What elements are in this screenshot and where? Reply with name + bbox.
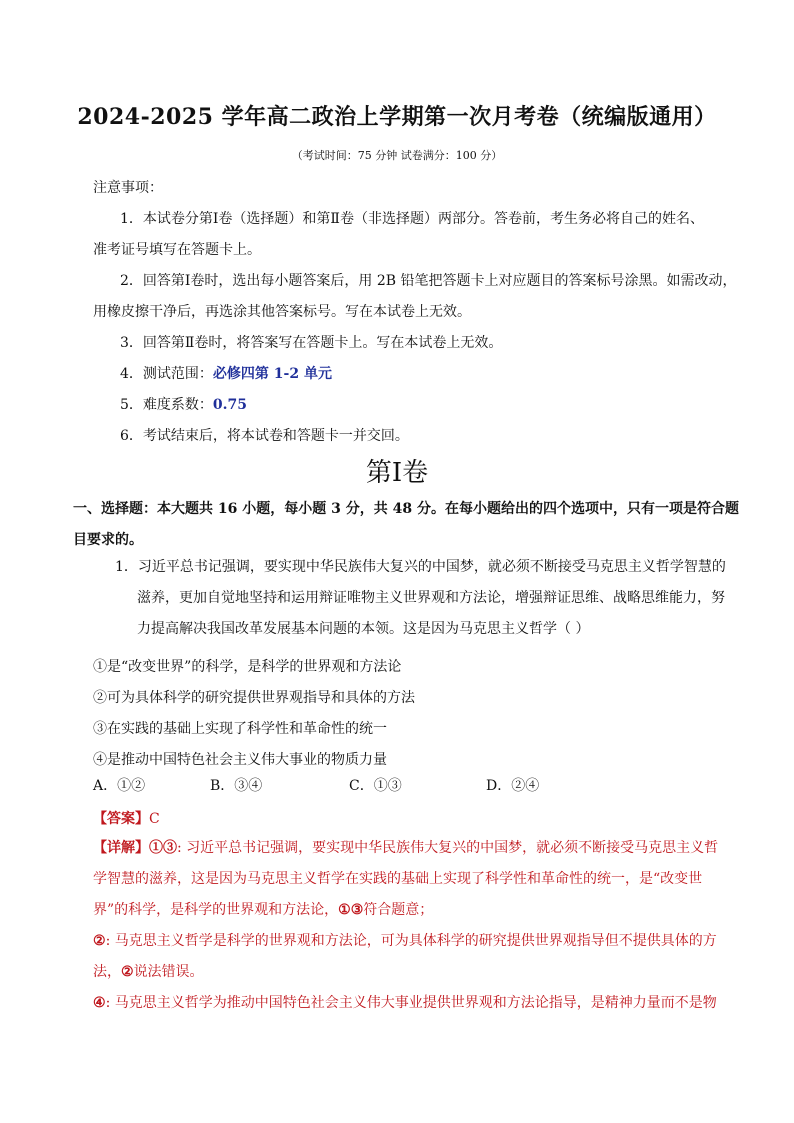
- note-5-prefix: 5．难度系数：: [120, 397, 213, 413]
- explanation-p2-end: 说法错误。: [133, 964, 204, 980]
- note-1-line-1: 1．本试卷分第Ⅰ卷（选择题）和第Ⅱ卷（非选择题）两部分。答卷前，考生务必将自己的姓名、: [120, 211, 704, 227]
- explanation-p1-end-mark: ①③: [338, 902, 364, 918]
- statement-3: ③在实践的基础上实现了科学性和革命性的统一: [93, 721, 387, 737]
- note-1-line-2: 准考证号填写在答题卡上。: [93, 242, 261, 258]
- statement-2: ②可为具体科学的研究提供世界观指导和具体的方法: [93, 690, 415, 706]
- note-3: 3．回答第Ⅱ卷时，将答案写在答题卡上。写在本试卷上无效。: [120, 335, 503, 351]
- explanation-p1-text: : 习近平总书记强调，要实现中华民族伟大复兴的中国梦，就必须不断接受马克思主义哲学智慧的滋养，这是因为马克思主义哲学在实践的基础上实现了科学性和革命性的统一，是“改变世界”的科学，是科学的世界观和方法论，: [93, 840, 719, 918]
- section-instruction-line-1: 一、选择题：本大题共 16 小题，每小题 3 分，共 48 分。在每小题给出的四个选项中，只有一项是符合题: [73, 501, 739, 517]
- explanation-p1-mark: ①③: [149, 840, 177, 856]
- explanation-paragraph-2: [93, 926, 727, 988]
- statement-4: ④是推动中国特色社会主义伟大事业的物质力量: [93, 752, 387, 768]
- explanation-p3-text: : 马克思主义哲学为推动中国特色社会主义伟大事业提供世界观和方法论指导，是精神力量而不是物: [105, 995, 717, 1011]
- explanation-p2-mark: ②: [93, 933, 106, 949]
- note-2-line-2: 用橡皮擦干净后，再选涂其他答案标号。写在本试卷上无效。: [93, 304, 471, 320]
- option-b: B．③④: [210, 778, 263, 794]
- exam-title: 2024-2025 学年高二政治上学期第一次月考卷（统编版通用）: [77, 104, 717, 130]
- section-heading: 第Ⅰ卷: [365, 458, 429, 488]
- note-4: [120, 363, 332, 383]
- note-5: [120, 394, 247, 414]
- explanation-p2-end-mark: ②: [121, 964, 134, 980]
- explanation-label: 【详解】: [93, 840, 149, 856]
- statement-1: ①是“改变世界”的科学，是科学的世界观和方法论: [93, 659, 402, 675]
- option-d: D．②④: [486, 778, 540, 794]
- explanation-p2-text: : 马克思主义哲学是科学的世界观和方法论，可为具体科学的研究提供世界观指导但不提供具体的方法，: [93, 933, 717, 980]
- difficulty-value: 0.75: [212, 397, 248, 413]
- question-1-stem: [115, 552, 727, 645]
- test-scope-value: 必修四第 1-2 单元: [212, 366, 332, 382]
- option-c: C．①③: [349, 778, 402, 794]
- question-1-stem-text: 1．习近平总书记强调，要实现中华民族伟大复兴的中国梦，就必须不断接受马克思主义哲学智慧的滋养，更加自觉地坚持和运用辩证唯物主义世界观和方法论，增强辩证思维、战略思维能力，努力提高解决我国改革发展基本问题的本领。这是因为马克思主义哲学（ ）: [115, 559, 726, 637]
- section-instruction-line-2: 目要求的。: [73, 532, 143, 548]
- explanation-paragraph-1: [93, 833, 727, 926]
- note-4-prefix: 4．测试范围：: [120, 366, 213, 382]
- answer-value: C: [149, 811, 160, 827]
- note-2-line-1: 2．回答第Ⅰ卷时，选出每小题答案后，用 2B 铅笔把答题卡上对应题目的答案标号涂黑。如需改动，: [120, 273, 737, 289]
- answer-label: 【答案】: [93, 811, 149, 827]
- exam-subtitle: （考试时间：75 分钟 试卷满分：100 分）: [291, 149, 503, 162]
- notes-header: 注意事项：: [93, 180, 163, 196]
- note-6: 6．考试结束后，将本试卷和答题卡一并交回。: [120, 428, 409, 444]
- explanation-paragraph-3: [93, 988, 727, 1019]
- explanation-p3-mark: ④: [93, 995, 106, 1011]
- answer-line: [93, 808, 160, 828]
- option-a: A．①②: [93, 778, 146, 794]
- explanation-p1-end: 符合题意；: [363, 902, 434, 918]
